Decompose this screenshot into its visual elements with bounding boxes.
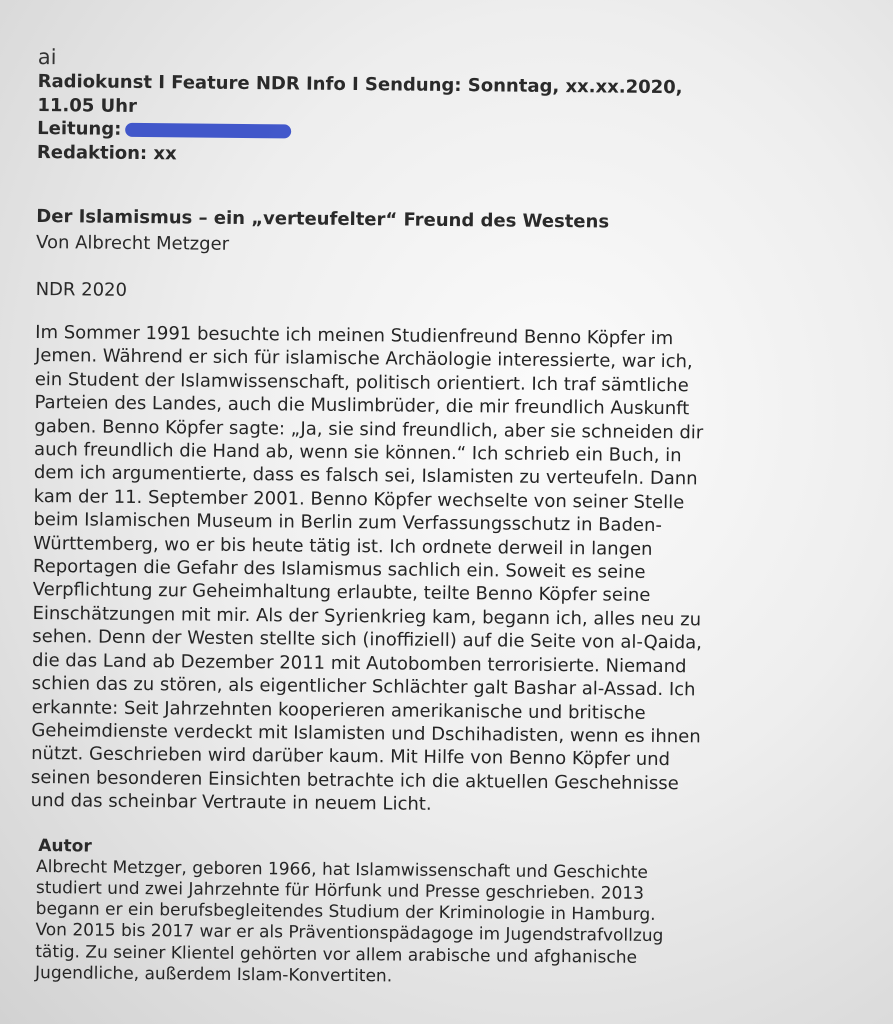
body-line: sehen. Denn der Westen stellte sich (inoffiziell) auf die Seite von al-Qaida, xyxy=(32,626,703,654)
body-paragraph xyxy=(31,321,856,820)
body-line: nützt. Geschrieben wird darüber kaum. Mit Hilfe von Benno Köpfer und xyxy=(31,743,671,771)
body-line: beim Islamischen Museum in Berlin zum Verfassungsschutz in Baden- xyxy=(33,509,663,537)
body-line: Württemberg, wo er bis heute tätig ist. Ich ordnete derweil in langen xyxy=(33,532,653,560)
bio-line: Jugendliche, außerdem Islam-Konvertiten. xyxy=(34,963,393,987)
body-line: Verpflichtung zur Geheimhaltung erlaubte, teilte Benno Köpfer seine xyxy=(32,579,651,607)
bio-line: begann er ein berufsbegleitendes Studium der Kriminologie in Hamburg. xyxy=(35,899,656,926)
author-heading: Autor xyxy=(38,835,92,857)
document-text xyxy=(29,44,858,992)
body-line: Reportagen die Gefahr des Islamismus sachlich ein. Soweit es seine xyxy=(32,556,646,583)
body-line: schien das zu stören, als eigentlicher Schlächter galt Bashar al-Assad. Ich xyxy=(31,673,696,701)
body-line: seinen besonderen Einsichten betrachte ich die aktuellen Geschehnisse xyxy=(30,766,679,794)
body-line: Geheimdienste verdeckt mit Islamisten und Dschihadisten, wenn es ihnen xyxy=(31,719,701,748)
leitung-label: Leitung: xyxy=(37,117,122,140)
body-line: erkannte: Seit Jahrzehnten kooperieren amerikanische und britische xyxy=(31,696,646,724)
logo-mark: ai xyxy=(37,44,57,70)
document-title: Der Islamismus – ein „verteufelter“ Freund des Westens xyxy=(36,205,610,233)
redaktion-line: Redaktion: xx xyxy=(36,141,177,164)
bio-line: tätig. Zu seiner Klientel gehörten vor allem arabische und afghanische xyxy=(35,941,638,968)
body-line: und das scheinbar Vertraute in neuem Licht. xyxy=(30,790,432,815)
body-line: Einschätzungen mit mir. Als der Syrienkrieg kam, begann ich, alles neu zu xyxy=(32,602,702,631)
body-line: Parteien des Landes, auch die Muslimbrüder, die mir freundlich Auskunft xyxy=(34,392,690,420)
program-line-2: 11.05 Uhr xyxy=(37,94,138,117)
body-line: gaben. Benno Köpfer sagte: „Ja, sie sind freundlich, aber sie schneiden dir xyxy=(34,415,704,444)
body-line: dem ich argumentierte, dass es falsch sei, Islamisten zu verteufeln. Dann xyxy=(33,462,698,490)
document-author: Von Albrecht Metzger xyxy=(35,231,230,255)
bio-line: Von 2015 bis 2017 war er als Präventionspädagoge im Jugendstrafvollzug xyxy=(35,920,664,947)
program-line-1: Radiokunst I Feature NDR Info I Sendung: Sonntag, xx.xx.2020, xyxy=(37,70,683,99)
bio-line: Albrecht Metzger, geboren 1966, hat Islamwissenschaft und Geschichte xyxy=(36,856,649,883)
body-line: kam der 11. September 2001. Benno Köpfer wechselte von seiner Stelle xyxy=(33,485,685,514)
redaction-marker xyxy=(125,123,291,139)
author-bio xyxy=(29,856,850,992)
body-line: auch freundlich die Hand ab, wenn sie können.“ Ich schrieb ein Buch, in xyxy=(34,439,682,467)
document-year: NDR 2020 xyxy=(35,278,128,301)
body-line: Jemen. Während er sich für islamische Archäologie interessierte, war ich, xyxy=(34,345,693,373)
body-line: ein Student der Islamwissenschaft, politisch orientiert. Ich traf sämtliche xyxy=(34,368,689,397)
bio-line: studiert und zwei Jahrzehnte für Hörfunk und Presse geschrieben. 2013 xyxy=(35,877,645,904)
body-line: die das Land ab Dezember 2011 mit Autobomben terrorisierte. Niemand xyxy=(31,649,687,677)
body-line: Im Sommer 1991 besuchte ich meinen Studienfreund Benno Köpfer im xyxy=(35,321,674,350)
